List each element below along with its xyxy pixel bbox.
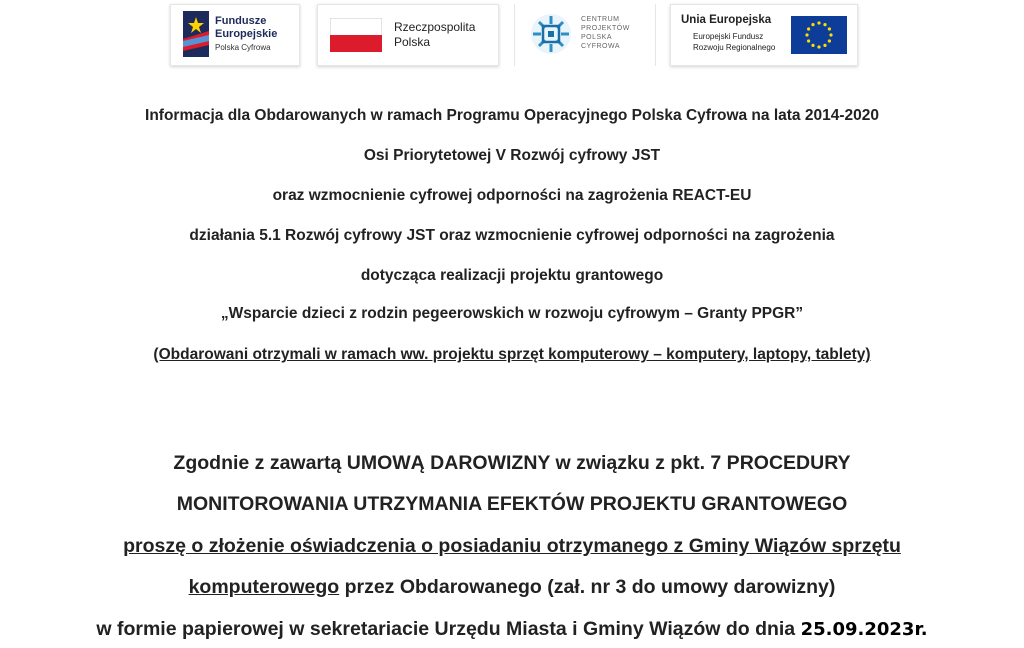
cp-name-line3: POLSKA xyxy=(581,34,613,41)
cp-name-line4: CYFROWA xyxy=(581,43,621,50)
fe-name-line1: Fundusze xyxy=(215,15,267,27)
ue-fund-line2: Rozwoju Regionalnego xyxy=(693,43,776,52)
heading-line-1: Informacja dla Obdarowanych w ramach Programu Operacyjnego Polska Cyfrowa na lata 2014-2020 xyxy=(145,107,879,124)
fe-program-name: Polska Cyfrowa xyxy=(215,43,271,52)
logo-bar xyxy=(170,4,860,70)
heading-line-4: działania 5.1 Rozwój cyfrowy JST oraz wzmocnienie cyfrowej odporności na zagrożenia xyxy=(189,227,835,244)
deadline-date: 25.09.2023r. xyxy=(800,619,928,640)
maze-emblem-icon xyxy=(529,12,573,56)
heading-line-5: dotycząca realizacji projektu grantowego xyxy=(360,267,664,284)
body-line-4 xyxy=(0,576,1024,599)
ue-name-line1: Unia Europejska xyxy=(681,14,772,26)
heading-line-2: Osi Priorytetowej V Rozwój cyfrowy JST xyxy=(363,147,661,164)
project-title: „Wsparcie dzieci z rodzin pegeerowskich w rozwoju cyfrowym – Granty PPGR” xyxy=(220,305,804,322)
ue-fund-line1: Europejski Fundusz xyxy=(693,32,764,41)
body-line-2: MONITOROWANIA UTRZYMANIA EFEKTÓW PROJEKTU GRANTOWEGO xyxy=(176,493,848,515)
rzeczpospolita-polska-logo xyxy=(317,4,499,66)
fe-name-line2: Europejskie xyxy=(215,28,278,40)
body-line-5 xyxy=(0,618,1024,641)
fundusze-europejskie-emblem-icon xyxy=(183,11,209,57)
polish-flag-icon xyxy=(330,18,382,52)
body-line-4-rest: przez Obdarowanego (zał. nr 3 do umowy darowizny) xyxy=(339,576,836,598)
body-line-5-text: w formie papierowej w sekretariacie Urzędu Miasta i Gminy Wiązów do dnia xyxy=(96,618,801,640)
centrum-projektow-polska-cyfrowa-logo xyxy=(514,4,656,66)
cp-name-line2: PROJEKTÓW xyxy=(581,25,630,32)
rp-name-line2: Polska xyxy=(394,35,431,49)
heading-line-3: oraz wzmocnienie cyfrowej odporności na zagrożenia REACT-EU xyxy=(272,187,752,204)
fundusze-europejskie-logo xyxy=(170,4,300,66)
unia-europejska-logo xyxy=(670,4,858,66)
body-line-1: Zgodnie z zawartą UMOWĄ DAROWIZNY w związku z pkt. 7 PROCEDURY xyxy=(173,452,851,474)
body-line-4-underlined: komputerowego xyxy=(188,576,340,598)
eu-flag-icon xyxy=(791,16,847,54)
body-line-3: proszę o złożenie oświadczenia o posiadaniu otrzymanego z Gminy Wiązów sprzętu xyxy=(123,535,901,557)
cp-name-line1: CENTRUM xyxy=(581,16,620,23)
equipment-note: (Obdarowani otrzymali w ramach ww. projektu sprzęt komputerowy – komputery, laptopy, tablety) xyxy=(153,346,871,363)
rp-name-line1: Rzeczpospolita xyxy=(394,20,476,34)
